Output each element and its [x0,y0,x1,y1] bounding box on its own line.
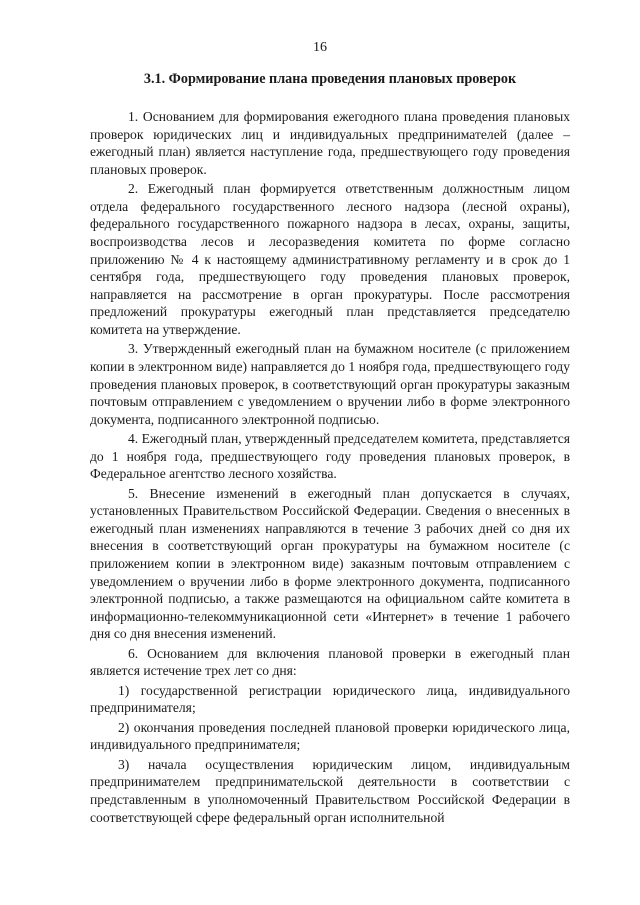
section-heading: 3.1. Формирование плана проведения плановых проверок [143,71,517,87]
list-item-2: 2) окончания проведения последней плановой проверки юридического лица, индивидуального предпринимателя; [90,719,570,753]
list-item-3: 3) начала осуществления юридическим лицом, индивидуальным предпринимателем предпринимательской деятельности в соответствии с представленным в уполномоченный Правительством Российской Федерации в соответствующей сфере федеральный орган исполнительной [90,756,570,825]
paragraph-4: 4. Ежегодный план, утвержденный председателем комитета, представляется до 1 ноября года, предшествующего году проведения плановых проверок, в Федеральное агентство лесного хозяйства. [90,431,570,482]
paragraph-2: 2. Ежегодный план формируется ответственным должностным лицом отдела федерального государственного лесного надзора (лесной охраны), федерального государственного пожарного надзора в лесах, охраны, защиты, воспроизводства лесов и лесоразведения комитета по форме согласно приложению № 4 к настоящему административному регламенту и в срок до 1 сентября года, предшествующего году проведения плановых проверок, направляется на рассмотрение в орган прокуратуры. После рассмотрения предложений прокуратуры ежегодный план представляется председателю комитета на утверждение. [90,181,570,337]
paragraph-1: 1. Основанием для формирования ежегодного плана проведения плановых проверок юридических лиц и индивидуальных предпринимателей (далее – ежегодный план) является наступление года, предшествующего году проведения плановых проверок. [90,109,570,177]
paragraph-5: 5. Внесение изменений в ежегодный план допускается в случаях, установленных Правительством Российской Федерации. Сведения о внесенных в ежегодный план изменениях направляются в течение 3 рабочих дней со дня их внесения в соответствующий орган прокуратуры на бумажном носителе (с приложением копии в электронном виде) заказным почтовым отправлением с уведомлением о вручении либо в форме электронного документа, подписанного электронной подписью, а также размещаются на официальном сайте комитета в информационно-телекоммуникационной сети «Интернет» в течение 1 рабочего дня со дня внесения изменений. [90,485,570,642]
paragraph-6: 6. Основанием для включения плановой проверки в ежегодный план является истечение трех лет со дня: [90,645,570,679]
document-body [90,108,570,828]
list-item-1: 1) государственной регистрации юридического лица, индивидуального предпринимателя; [90,682,570,716]
page-number: 16 [313,40,327,55]
paragraph-3: 3. Утвержденный ежегодный план на бумажном носителе (с приложением копии в электронном виде) направляется до 1 ноября года, предшествующего году проведения плановых проверок, в соответствующий орган прокуратуры заказным почтовым отправлением с уведомлением о вручении либо в форме электронного документа, подписанного электронной подписью. [90,341,570,427]
